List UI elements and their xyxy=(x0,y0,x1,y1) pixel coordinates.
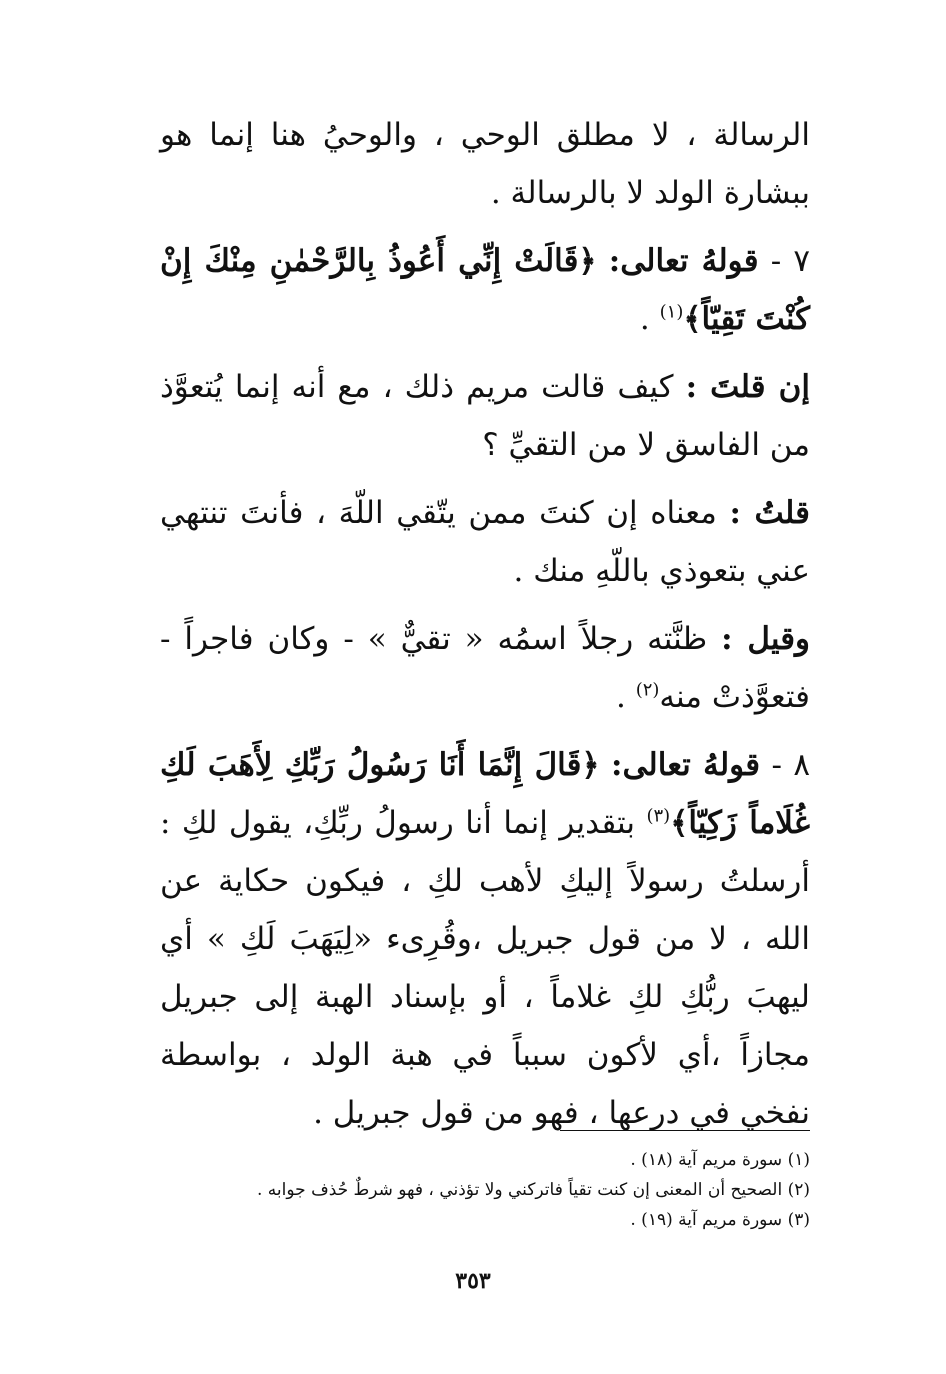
paragraph-1-text: الرسالة ، لا مطلق الوحي ، والوحيُ هنا إنما هو ببشارة الولد لا بالرسالة . xyxy=(160,117,810,211)
footnote-ref: (٢) xyxy=(635,679,660,701)
paragraph-6-text: بتقدير إنما أنا رسولُ ربِّكِ، يقول لكِ : أرسلتُ رسولاً إليكِ لأهب لكِ ، فيكون حكاية عن الله ، لا من قول جبريل ،وقُرِىء «لِيَهَبَ لَكِ » أي ليهبَ ربُّكِ لكِ غلاماً ، أو بإسناد الهبة إلى جبريل مجازاً ،أي لأكون سبباً في هبة الولد ، بواسطة نفخي في درعها ، فهو من قول جبريل . xyxy=(160,805,810,1131)
opinion-lead: وقيل : xyxy=(721,621,810,657)
footnote-3: (٣) سورة مريم آية (١٩) . xyxy=(630,1210,810,1230)
quran-verse: ﴿قَالَتْ إِنِّي أَعُوذُ بِالرَّحْمٰنِ مِنْكَ إِنْ كُنْتَ تَقِيّاً﴾ xyxy=(160,243,810,337)
footnotes xyxy=(160,1145,810,1235)
quran-verse: ﴿قَالَ إِنَّمَا أَنَا رَسُولُ رَبِّكِ لِأَهَبَ لَكِ غُلَاماً زَكِيّاً﴾ xyxy=(160,747,811,841)
page-number: ٣٥٣ xyxy=(455,1268,491,1294)
paragraph-5 xyxy=(160,610,810,726)
footnote-2: (٢) الصحيح أن المعنى إن كنت تقياً فاتركني ولا تؤذني ، فهو شرطٌ حُذف جوابه . xyxy=(257,1180,810,1200)
paragraph-4 xyxy=(160,484,810,600)
paragraph-6 xyxy=(160,736,810,1142)
answer-lead: قلتُ : xyxy=(729,495,810,531)
paragraph-3-text: كيف قالت مريم ذلك ، مع أنه إنما يُتعوَّذ من الفاسق لا من التقيِّ ؟ xyxy=(160,369,810,463)
question-lead: إن قلتَ : xyxy=(685,369,810,405)
sentence-end: . xyxy=(639,301,660,337)
footnote-ref: (٣) xyxy=(646,805,671,827)
paragraph-3 xyxy=(160,358,810,474)
verse-intro: قولهُ تعالى: xyxy=(608,243,759,279)
paragraph-1 xyxy=(160,106,810,222)
verse-intro: قولهُ تعالى: xyxy=(611,747,761,783)
footnote-ref: (١) xyxy=(659,301,684,323)
footnote-1: (١) سورة مريم آية (١٨) . xyxy=(630,1150,810,1170)
item-number: ٨ - xyxy=(771,747,810,783)
item-number: ٧ - xyxy=(770,243,810,279)
footnote-divider xyxy=(560,1130,810,1131)
paragraph-4-text: معناه إن كنتَ ممن يتّقي اللّهَ ، فأنتَ تنتهي عني بتعوذي باللّهِ منك . xyxy=(160,495,810,589)
main-text xyxy=(160,106,810,1152)
paragraph-2 xyxy=(160,232,810,348)
sentence-end: . xyxy=(615,679,636,715)
paragraph-5-text: ظنَّته رجلاً اسمُه « تقيٌّ » - وكان فاجراً - فتعوَّذتْ منه xyxy=(160,621,810,715)
